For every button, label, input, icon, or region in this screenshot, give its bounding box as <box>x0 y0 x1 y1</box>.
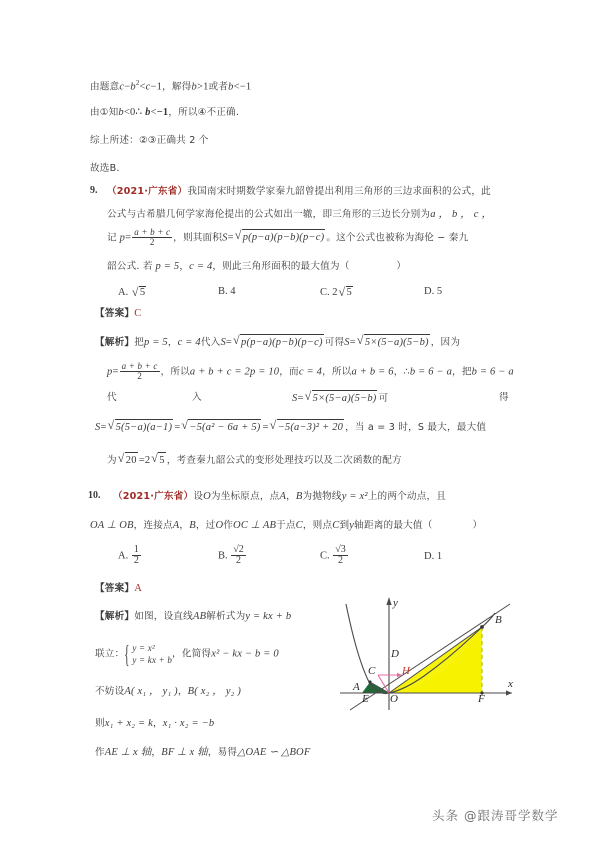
question-9-p: p <box>119 232 126 244</box>
question-10-sol-3-A: A( x₁ ， y₁ ) <box>124 686 178 697</box>
question-10-sol-1-AB: AB <box>192 611 207 622</box>
question-9-sol-1-eq: = <box>225 337 233 348</box>
question-10-B: B <box>295 491 303 502</box>
top-line-2-prefix: 由①知 <box>90 107 119 118</box>
question-9-choice-A-label: A. <box>118 287 129 298</box>
question-9-stem-2-text: 公式与古希腊几何学家海伦提出的公式如出一辙，即三角形的三边长分别为 <box>107 209 431 220</box>
top-line-1-one: 1 <box>156 81 163 93</box>
question-10-sol-5-b: ，易得 <box>207 747 238 758</box>
question-9-sol-2-h: b = 6 − a <box>409 366 453 378</box>
question-9-sol-5-radicand-1: 20 <box>125 452 138 468</box>
question-9-sol-2-fraction <box>120 362 160 382</box>
question-10-stem-2-e: 于点 <box>276 520 296 531</box>
question-9-sol-4-eq1: = <box>100 422 107 433</box>
question-10-sol-5-a: 作 <box>95 747 105 758</box>
question-10-choice-A-label: A. <box>118 550 129 562</box>
question-9-sol-3-w3: 可 <box>378 393 389 404</box>
question-9-analysis-line-2 <box>107 362 514 382</box>
question-10-choice-B-den: 2 <box>231 555 246 567</box>
question-9-sol-3-S: S <box>292 393 298 404</box>
question-9-sol-3-w4: 得 <box>499 392 509 403</box>
question-10-analysis-line-3 <box>95 684 241 699</box>
question-9-choice-C-label: C. <box>320 287 330 298</box>
question-9-sol-2-den: 2 <box>120 371 160 381</box>
question-9-sol-3-w2: 入 <box>192 392 202 403</box>
top-line-1-c: c <box>119 81 125 93</box>
figure-label-E: E <box>362 693 369 705</box>
top-line-1-one2: 1 <box>203 81 209 93</box>
question-10-choice-B-fraction <box>231 545 246 567</box>
question-10-source-tag: （2021·广东省） <box>113 491 194 502</box>
question-9-sol-2-b: a + b + c = 2p = 10 <box>189 366 280 378</box>
green-region <box>362 682 389 693</box>
question-10-sol-3-B: B( x₂ ， y₂ ) <box>187 686 242 697</box>
top-line-1-or: 或者 <box>208 81 229 93</box>
question-9-p-value: p = 5 <box>155 261 180 272</box>
top-line-1-c2: c <box>145 81 151 93</box>
top-line-2-zero: 0 <box>129 107 136 118</box>
figure-label-A: A <box>353 681 360 693</box>
figure-label-D: D <box>391 648 399 660</box>
question-9-radicand: p(p−a)(p−b)(p−c) <box>242 229 326 245</box>
top-line-1-neg1: −1 <box>239 81 252 93</box>
question-10-sol-4-a: 则 <box>95 718 105 729</box>
top-line-2-tail: ，所以④不正确. <box>168 107 240 118</box>
question-9-stem-4-a: 韶公式. 若 <box>107 261 153 272</box>
question-10-sol-3-a: 不妨设 <box>95 686 125 697</box>
question-10-C: C <box>295 520 303 531</box>
question-10-perp-2: OC ⊥ AB <box>233 520 277 531</box>
figure-label-O: O <box>390 693 398 705</box>
question-10-stem-1-sep: ， <box>286 491 296 502</box>
question-9-sol-5-eq: = <box>138 455 145 466</box>
figure-axis-label-y: y <box>393 597 398 609</box>
question-10-stem-1-c: 为抛物线 <box>302 491 342 502</box>
question-9-sol-4-radicand-1: 5(5−a)(a−1) <box>115 419 174 435</box>
question-10-sol-4-eq2: x₁ · x₂ = −b <box>162 718 215 729</box>
question-10-stem-1-d: 上的两个动点，且 <box>367 491 447 502</box>
question-9-sol-4-radical-2 <box>181 419 261 435</box>
question-9-stem-line-3 <box>107 228 468 248</box>
question-10-choices <box>0 545 600 573</box>
footer-watermark <box>432 806 559 824</box>
question-9-sol-2-e: ，所以 <box>322 366 352 378</box>
question-9-answer-value: C <box>134 308 142 319</box>
question-10-A2: A <box>172 520 180 531</box>
question-9-stem-4-sep: ， <box>179 261 190 272</box>
question-9-sol-2-j: b = 6 − a <box>471 366 514 378</box>
question-10-sol-5-sep: ， <box>151 747 162 758</box>
question-9-sol-3-expr <box>292 390 388 406</box>
top-line-1-prefix: 由题意 <box>90 81 120 93</box>
question-10-choice-B-label: B. <box>218 550 228 562</box>
question-10-stem-2-b: ，连接点 <box>133 520 173 531</box>
question-9-sol-1-sep: ， <box>167 337 178 348</box>
top-line-2-neg1: −1 <box>156 107 169 118</box>
question-9-sol-4-radical-3 <box>270 419 345 435</box>
top-line-1-b2: b <box>191 81 197 93</box>
question-9-sol-2-c: ，而 <box>279 366 299 378</box>
question-10-y-axis: y <box>349 520 355 531</box>
question-9-stem-4-tail: ，则此三角形面积的最大值为（ <box>212 261 350 272</box>
question-9-p-fraction <box>132 228 172 248</box>
figure-axis-label-x: x <box>508 678 513 690</box>
question-10-choice-C[interactable] <box>320 545 349 567</box>
top-line-3: 综上所述：②③正确共 2 个 <box>90 135 209 146</box>
question-10-choice-C-fraction <box>333 545 348 567</box>
question-10-parabola-eq: y = x² <box>341 491 368 502</box>
question-9-choice-D-label: D. <box>424 286 435 297</box>
top-line-2-therefore: ∴ <box>135 107 143 118</box>
top-line-1-mid: ，解得 <box>162 81 192 93</box>
question-10-sol-1-a: 如图，设直线 <box>134 611 193 622</box>
question-10-stem-2-c: ，过 <box>195 520 216 531</box>
question-9-sol-1-radical <box>233 334 324 350</box>
question-10-choice-D-label: D. <box>424 551 435 562</box>
question-10-answer-label: 【答案】 <box>95 583 135 594</box>
question-10-sol-2-label: 联立： <box>95 648 125 660</box>
question-10-C2: C <box>332 520 340 531</box>
question-9-sol-5-radical-2 <box>151 452 165 468</box>
question-9-sol-3-w1: 代 <box>107 392 117 403</box>
question-9-answer-label: 【答案】 <box>95 308 135 319</box>
question-9-analysis-line-1 <box>95 334 460 350</box>
question-10-perp-1: OA ⊥ OB <box>90 520 134 531</box>
point-A-dot <box>368 680 371 683</box>
top-line-1-minus2: − <box>150 81 157 93</box>
question-9-choice-C[interactable] <box>320 286 354 298</box>
question-9-sol-1-S2: S <box>344 337 350 348</box>
question-10-choice-D[interactable] <box>424 551 442 562</box>
question-9-sol-1-p: p = 5 <box>143 337 168 348</box>
question-10-stem-line-2 <box>90 518 482 533</box>
question-9-sol-5-radical-1 <box>118 452 138 468</box>
question-10-choice-D-value: 1 <box>436 551 443 562</box>
question-10-A: A <box>279 491 287 502</box>
question-9-sol-4-S: S <box>95 422 101 433</box>
question-10-sol-1-b: 解析式为 <box>206 611 246 622</box>
question-10-answer-row <box>95 581 142 596</box>
figure-label-F: F <box>478 693 485 705</box>
question-10-system-brace <box>124 642 172 666</box>
question-9-choice-D[interactable] <box>424 286 442 297</box>
question-9-choice-B-value: 4 <box>230 286 236 297</box>
question-10-system-row-1: { y = x² <box>132 643 155 653</box>
question-10-stem-2-f: ，则点 <box>302 520 333 531</box>
question-9-choice-D-value: 5 <box>436 286 443 297</box>
question-9-analysis-line-5 <box>107 452 402 468</box>
question-9-sol-1-radicand: p(p−a)(p−b)(p−c) <box>240 334 324 350</box>
question-10-sol-4-sep: ， <box>152 718 163 729</box>
question-9-choice-B[interactable] <box>218 286 236 297</box>
question-9-stem-4-close: ） <box>396 261 407 272</box>
top-line-1-b3: b <box>228 81 234 93</box>
question-10-sol-3-sep: ， <box>177 686 188 697</box>
question-9-sol-2-d: c = 4 <box>298 366 323 378</box>
question-10-stem-1-a: 设 <box>193 491 204 502</box>
question-9-sol-4-radicand-2: −5(a² − 6a + 5) <box>188 419 261 435</box>
question-10-analysis-line-1 <box>95 609 291 624</box>
question-9-sol-2-i: ，把 <box>452 366 472 378</box>
question-9-sol-2-eq: = <box>112 366 119 378</box>
question-9-sol-1-c: c = 4 <box>177 337 201 348</box>
question-10-sol-2-tail: ，化简得 <box>172 648 212 660</box>
question-10-sol-4-eq1: x₁ + x₂ = k <box>104 718 153 729</box>
footer-brand-prefix: 头条 <box>432 808 460 823</box>
question-9-stem-line-4 <box>107 259 406 274</box>
question-10-sol-5-eq2: BF ⊥ x 轴 <box>161 747 208 758</box>
question-10-choice-A-den: 2 <box>133 555 139 566</box>
top-line-2-b2: b <box>145 107 151 118</box>
question-10-choice-A[interactable] <box>118 545 142 567</box>
question-9-S: S <box>222 232 228 244</box>
question-10-number: 10. <box>88 490 101 501</box>
top-line-2 <box>90 105 239 120</box>
point-B-dot <box>480 625 484 629</box>
question-10-analysis-line-5 <box>95 745 310 760</box>
question-9-sol-5-tail: ，考查秦九韶公式的变形处理技巧以及二次函数的配方 <box>166 455 402 466</box>
question-9-stem-line-2 <box>107 207 492 222</box>
top-line-2-lt2: < <box>150 107 157 118</box>
question-9-sol-2-p: p <box>107 366 113 378</box>
top-line-1-minus: − <box>124 81 131 93</box>
question-9-choice-A[interactable] <box>118 286 147 298</box>
question-9-choice-C-radicand: 5 <box>346 287 352 298</box>
question-9-analysis-label: 【解析】 <box>95 337 135 348</box>
question-9-sol-4-radicand-3: −5(a−3)² + 20 <box>277 419 345 435</box>
question-9-sol-1-eq2: = <box>349 337 356 348</box>
question-10-stem-2-d: 作 <box>223 520 234 531</box>
question-10-sol-5-eq1: AE ⊥ x 轴 <box>104 747 152 758</box>
question-9-stem-3-mid: ，则其面积 <box>173 232 223 244</box>
question-9-sol-1-c2: 可得 <box>324 337 345 348</box>
question-9-sol-2-f: a + b = 6 <box>351 366 394 378</box>
x-axis-arrow <box>506 690 512 695</box>
line-AB <box>350 604 510 710</box>
question-9-sol-4-radical-1 <box>108 419 174 435</box>
footer-brand-handle: @跟涛哥学数学 <box>464 808 559 823</box>
question-10-sol-2-eq: x² − kx − b = 0 <box>211 648 279 660</box>
question-9-analysis-line-4 <box>95 419 486 435</box>
question-9-frac-num: a + b + c <box>134 226 171 237</box>
question-9-stem-3-pre: 记 <box>107 232 117 244</box>
question-10-choice-C-den: 2 <box>333 555 348 567</box>
question-9-sol-5-b: 2 <box>144 455 151 466</box>
question-9-choice-B-label: B. <box>218 286 228 297</box>
question-9-choice-A-radical <box>132 286 146 298</box>
top-line-1 <box>90 76 251 95</box>
question-9-stem-2-vars: a ， b ， c ， <box>430 209 493 220</box>
question-9-choice-A-radicand: 5 <box>139 287 146 298</box>
question-9-sol-3-radicand: 5×(5−a)(5−b) <box>312 390 378 406</box>
question-9-sol-1-S: S <box>220 337 226 348</box>
question-9-S-eq: = <box>227 232 234 244</box>
question-9-stem-1-text: 我国南宋时期数学家秦九韶曾提出利用三角形的三边求面积的公式，此 <box>187 186 491 197</box>
top-line-1-b: b <box>130 81 136 93</box>
question-10-choice-B[interactable] <box>218 545 247 567</box>
question-9-frac-den: 2 <box>132 237 172 247</box>
question-10-stem-2-h: 轴距离的最大值（ <box>354 520 433 531</box>
top-line-2-b: b <box>118 107 124 118</box>
question-9-radical <box>235 229 326 245</box>
top-line-1-lt2: < <box>233 81 240 93</box>
figure-label-B: B <box>495 614 502 626</box>
question-9-sol-5-a: 为 <box>107 455 117 466</box>
question-10-sol-5-eq3: △OAE ∽ △BOF <box>237 747 311 758</box>
question-10-sol-1-eq: y = kx + b <box>245 611 292 622</box>
question-10-system-row-2: y = kx + b <box>132 655 173 665</box>
question-9-sol-3-eq: = <box>297 393 304 404</box>
question-10-O2: O <box>215 520 224 531</box>
question-9-sol-1-tail: ，因为 <box>430 337 461 348</box>
geometry-figure <box>332 586 524 726</box>
question-10-analysis-line-2 <box>95 642 279 666</box>
question-10-choice-B-num: √2 <box>233 543 244 555</box>
question-10-stem-2-g: 到 <box>339 520 350 531</box>
figure-label-C: C <box>368 665 376 677</box>
question-9-stem-3-tail: 。这个公式也被称为海伦 − 秦九 <box>326 232 469 244</box>
question-9-sol-4-eq3: = <box>262 422 269 433</box>
geometry-figure-svg <box>332 586 524 726</box>
question-10-choice-A-num: 1 <box>133 543 139 555</box>
top-line-1-gt: > <box>196 81 204 93</box>
question-10-O: O <box>203 491 211 502</box>
question-9-sol-4-eq2: = <box>174 422 181 433</box>
y-axis-arrow <box>386 597 391 605</box>
question-9-sol-1-a: 把 <box>134 337 144 348</box>
question-10-choice-C-label: C. <box>320 550 330 562</box>
top-line-1-lt: < <box>139 81 146 93</box>
top-line-1-exp: 2 <box>135 79 140 87</box>
question-10-B2: B <box>189 520 196 531</box>
question-10-stem-2-close: ） <box>472 520 483 531</box>
question-9-sol-1-b: 代入 <box>200 337 221 348</box>
question-10-analysis-label: 【解析】 <box>95 611 135 622</box>
question-9-choice-C-coef: 2 <box>332 287 338 298</box>
figure-label-H: H <box>402 665 410 677</box>
question-9-sol-2-a: ，所以 <box>160 366 190 378</box>
question-9-choice-C-radical <box>339 286 353 298</box>
question-10-choice-C-num: √3 <box>335 543 346 555</box>
question-9-number: 9. <box>90 185 98 196</box>
question-9-sol-4-tail: ，当 a = 3 时，S 最大，最大值 <box>345 422 487 433</box>
question-9-eq: = <box>125 232 132 244</box>
question-10-answer-value: A <box>134 583 142 594</box>
question-9-source-tag: （2021·广东省） <box>107 186 188 197</box>
question-9-c-value: c = 4 <box>189 261 213 272</box>
question-9-choices <box>0 286 600 306</box>
question-9-sol-1-radicand-2: 5×(5−a)(5−b) <box>364 334 430 350</box>
question-10-choice-A-fraction <box>132 545 141 567</box>
top-line-4: 故选B. <box>90 163 120 174</box>
question-9-answer-row <box>95 306 141 321</box>
question-9-sol-1-radical-2 <box>357 334 430 350</box>
question-9-stem-line-1 <box>107 184 491 199</box>
question-9-sol-5-radicand-2: 5 <box>158 452 165 468</box>
question-9-sol-2-g: ，∴ <box>393 366 410 378</box>
question-10-stem-line-1 <box>113 489 446 504</box>
question-9-sol-3-radical <box>305 390 378 406</box>
question-10-analysis-line-4 <box>95 716 214 731</box>
question-9-sol-2-num: a + b + c <box>121 360 158 371</box>
question-10-stem-1-b: 为坐标原点，点 <box>210 491 280 502</box>
question-10-stem-2-sep: ， <box>179 520 190 531</box>
top-line-2-lt: < <box>123 107 130 118</box>
